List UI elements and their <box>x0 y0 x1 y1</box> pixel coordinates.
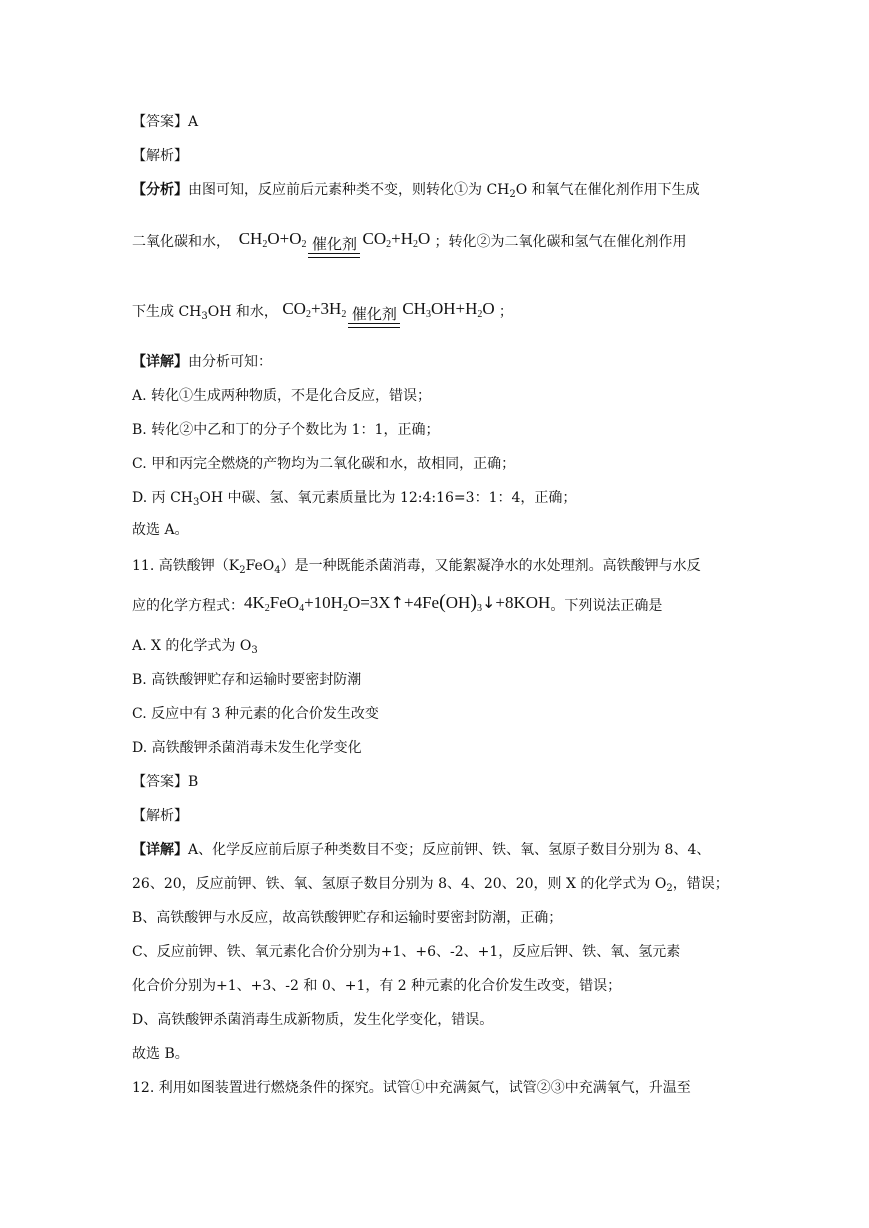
equation-line-1: 二氧化碳和水， $CH_2O+O_2$ 催化剂 $CO_2+H_2O$ ；转化②为二氧化碳和氢气在催化剂作用 <box>132 224 687 260</box>
detail-line-4: C、反应前钾、铁、氧元素化合价分别为+1、+6、-2、+1，反应后钾、铁、氧、氢元素 <box>132 944 681 960</box>
option-d-explanation: D. 丙 $CH_3OH$ 中碳、氢、氧元素质量比为 12:4:16=3：1：4，正确； <box>132 490 577 508</box>
question-11-option-c: C. 反应中有 3 种元素的化合价发生改变 <box>132 706 379 722</box>
question-11-stem-2: 应的化学方程式：$4K_2FeO_4+10H_2O=3X↑+4Fe(OH)_3↓+8KOH$。下列说法正确是 <box>132 588 662 624</box>
detail-line-5: 化合价分别为+1、+3、-2 和 0、+1，有 2 种元素的化合价发生改变，错误； <box>132 978 622 994</box>
detail-line-2: 26、20，反应前钾、铁、氧、氢原子数目分别为 8、4、20、20，则 X 的化学式为 $O_2$，错误； <box>132 876 729 894</box>
detail-line-1: 【详解】A、化学反应前后原子种类数目不变；反应前钾、铁、氧、氢原子数目分别为 8、4、 <box>132 842 711 858</box>
detail-paragraph: 【详解】由分析可知： <box>132 354 272 370</box>
equation-2: $CO_2+3H_2$ 催化剂 $CH_3OH+H_2O$ <box>282 294 499 330</box>
equation-3: $4K_2FeO_4+10H_2O=3X↑+4Fe(OH)_3↓+8KOH$ <box>244 591 551 614</box>
analysis-paragraph: 【分析】由图可知，反应前后元素种类不变，则转化①为 $CH_2O$ 和氧气在催化剂作用下生成 <box>132 182 700 200</box>
catalyst-condition: 催化剂 <box>308 235 360 258</box>
equation-line-2: 下生成 $CH_3OH$ 和水， $CO_2+3H_2$ 催化剂 $CH_3OH+H_2O$ ； <box>132 294 513 332</box>
option-a-explanation: A. 转化①生成两种物质，不是化合反应，错误； <box>132 388 432 404</box>
analysis-label: 【解析】 <box>132 808 188 824</box>
fenxi-label: 【分析】 <box>132 182 188 198</box>
answer-label: 【答案】A <box>132 114 199 130</box>
choice-conclusion: 故选 A。 <box>132 522 189 538</box>
analysis-label: 【解析】 <box>132 148 188 164</box>
choice-conclusion: 故选 B。 <box>132 1046 189 1062</box>
detail-line-3: B、高铁酸钾与水反应，故高铁酸钾贮存和运输时要密封防潮，正确； <box>132 910 563 926</box>
question-12-stem: 12. 利用如图装置进行燃烧条件的探究。试管①中充满氮气，试管②③中充满氧气，升温至 <box>132 1080 691 1096</box>
answer-label: 【答案】B <box>132 774 199 790</box>
equation-1: $CH_2O+O_2$ 催化剂 $CO_2+H_2O$ <box>234 224 434 260</box>
question-11-stem-1: 11. 高铁酸钾$(K_2FeO_4)$是一种既能杀菌消毒，又能絮凝净水的水处理剂。高铁酸钾与水反 <box>132 558 701 576</box>
question-11-option-b: B. 高铁酸钾贮存和运输时要密封防潮 <box>132 672 362 688</box>
option-b-explanation: B. 转化②中乙和丁的分子个数比为 1：1，正确； <box>132 422 440 438</box>
question-11-option-d: D. 高铁酸钾杀菌消毒未发生化学变化 <box>132 740 362 756</box>
detail-line-6: D、高铁酸钾杀菌消毒生成新物质，发生化学变化，错误。 <box>132 1012 494 1028</box>
question-11-option-a: A. X 的化学式为 $O_3$ <box>132 638 258 656</box>
catalyst-condition: 催化剂 <box>348 305 400 328</box>
option-c-explanation: C. 甲和丙完全燃烧的产物均为二氧化碳和水，故相同，正确； <box>132 456 516 472</box>
